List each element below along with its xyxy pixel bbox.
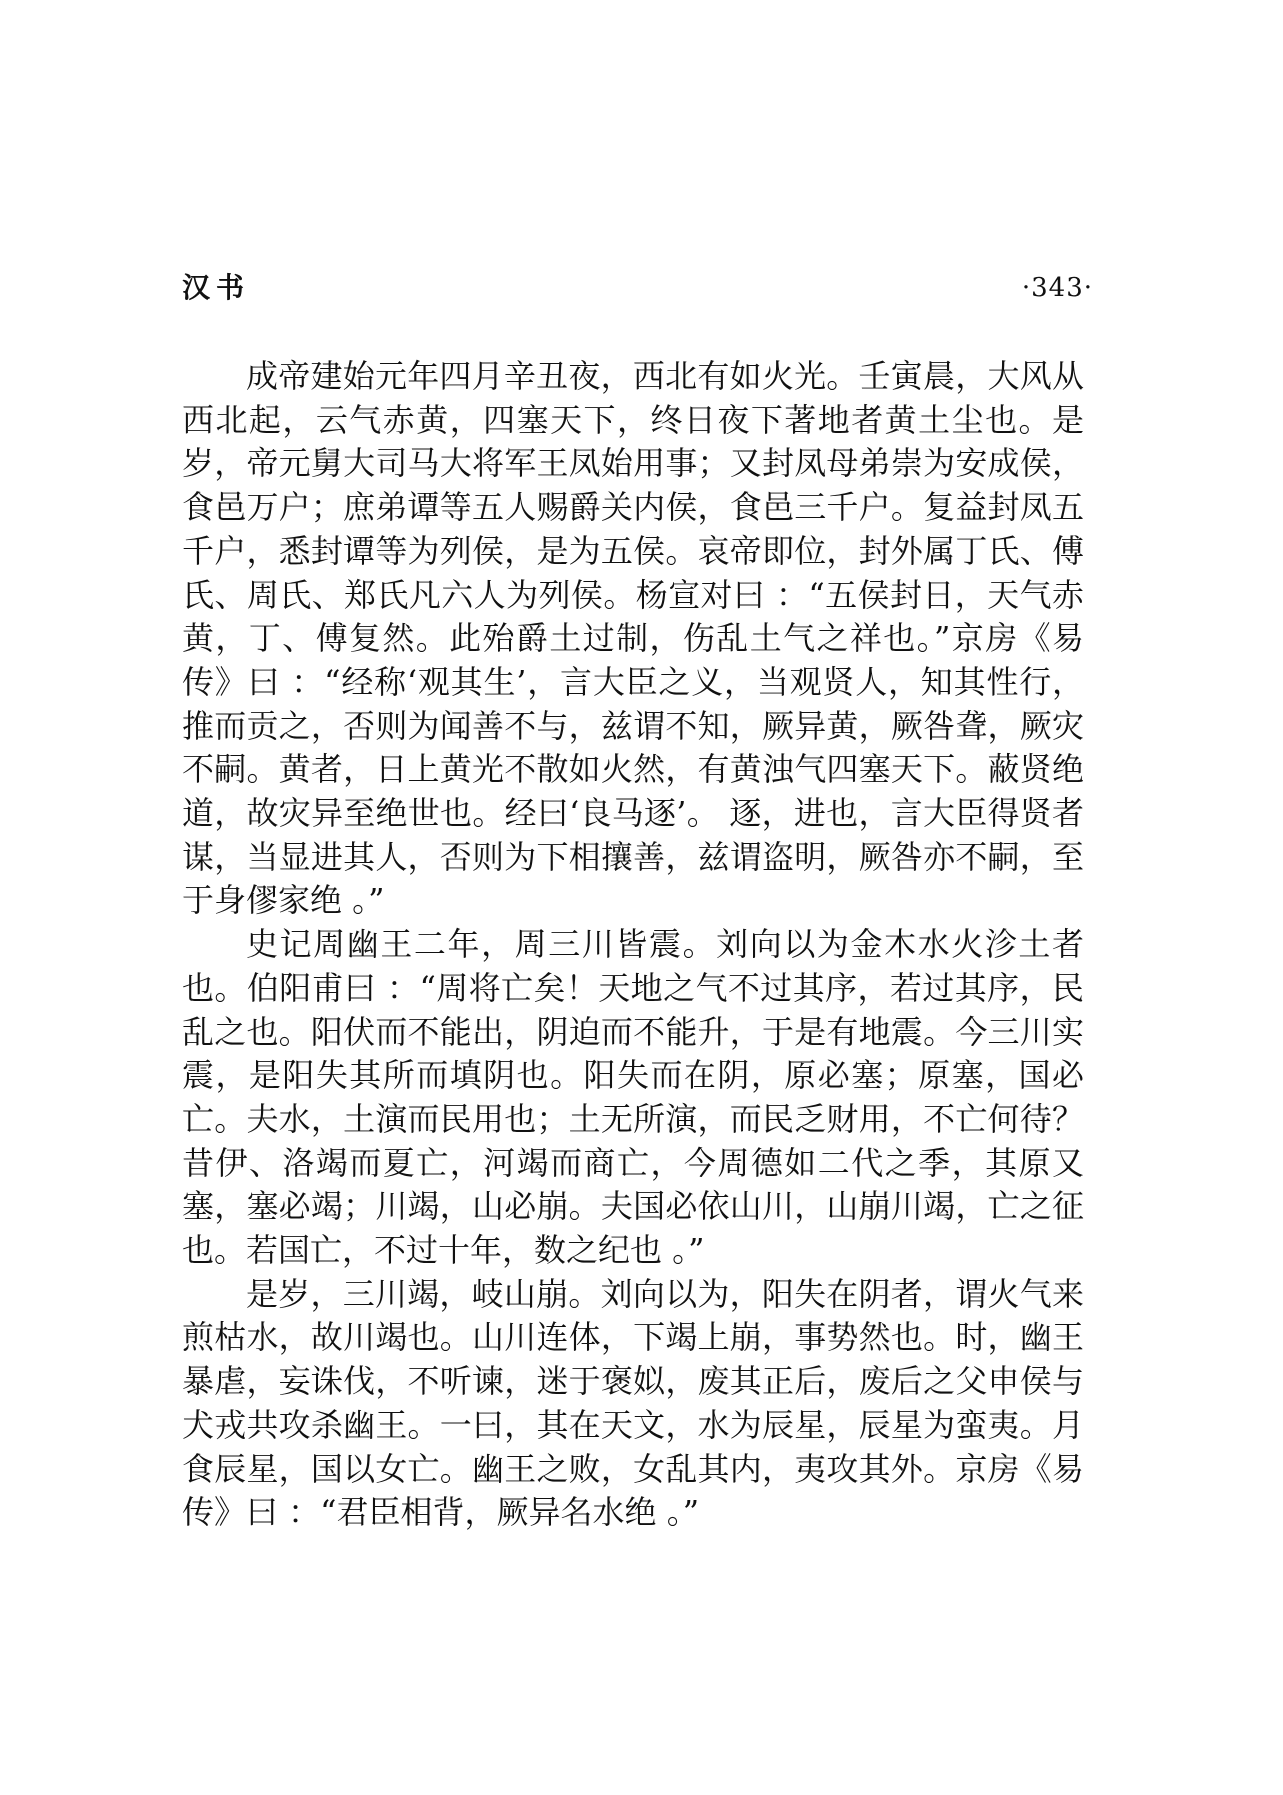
paragraph: 史记周幽王二年，周三川皆震。刘向以为金木水火沴土者也。伯阳甫曰 ：“周将亡矣！天地之气不过其序，若过其序，民乱之也。阳伏而不能出，阴迫而不能升，于是有地震。今三川实震，是阳失其所而填阴也。阳失而在阴，原必塞；原塞，国必亡。夫水，土演而民用也；土无所演，而民乏财用，不亡何待？昔伊、洛竭而夏亡，河竭而商亡，今周德如二代之季，其原又塞，塞必竭；川竭，山必崩。夫国必依山川，山崩川竭，亡之征也。若国亡，不过十年，数之纪也 。”: [182, 925, 1084, 1270]
paragraph: 成帝建始元年四月辛丑夜，西北有如火光。壬寅晨，大风从西北起，云气赤黄，四塞天下，终日夜下著地者黄土尘也。是岁，帝元舅大司马大将军王凤始用事；又封凤母弟崇为安成侯，食邑万户；庶弟谭等五人赐爵关内侯，食邑三千户。复益封凤五千户，悉封谭等为列侯，是为五侯。哀帝即位，封外属丁氏、傅氏、周氏、郑氏凡六人为列侯。杨宣对曰 ：“五侯封日，天气赤黄，丁、傅复然。此殆爵土过制，伤乱土气之祥也。”京房《易传》曰 ：“经称‘观其生’，言大臣之义，当观贤人，知其性行，推而贡之，否则为闻善不与，兹谓不知，厥异黄，厥咎聋，厥灾不嗣。黄者，日上黄光不散如火然，有黄浊气四塞天下。蔽贤绝道，故灾异至绝世也。经曰‘良马逐’。 逐，进也，言大臣得贤者谋，当显进其人，否则为下相攘善，兹谓盗明，厥咎亦不嗣，至于身僇家绝 。”: [182, 357, 1084, 920]
page-number: ·343·: [1021, 273, 1093, 303]
body-text: [182, 355, 1084, 1535]
page-header: [182, 268, 1093, 308]
running-title: 汉书: [182, 271, 251, 304]
paragraph: 是岁，三川竭，岐山崩。刘向以为，阳失在阴者，谓火气来煎枯水，故川竭也。山川连体，下竭上崩，事势然也。时，幽王暴虐，妄诛伐，不听谏，迷于褒姒，废其正后，废后之父申侯与犬戎共攻杀幽王。一曰，其在天文，水为辰星，辰星为蛮夷。月食辰星，国以女亡。幽王之败，女乱其内，夷攻其外。京房《易传》曰 ：“君臣相背，厥异名水绝 。”: [182, 1274, 1084, 1532]
